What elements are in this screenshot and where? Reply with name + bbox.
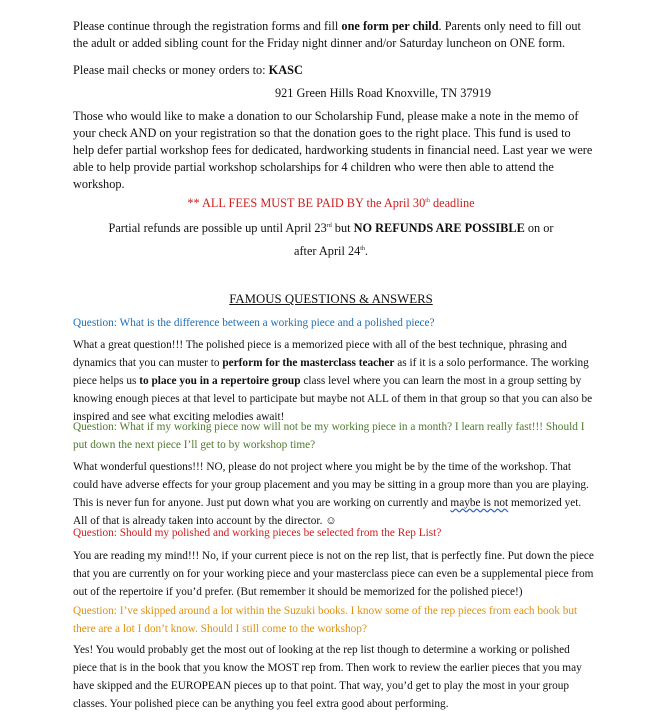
- answer-3: You are reading my mind!!! No, if your current piece is not on the rep list, that is perfectly fine. Put down the piece that you are currently on for your working piece and your masterclass piece can even be a supplemental piece from out of the repertoire if you’d prefer. (But remember it should be memorized for the polished piece!): [73, 550, 594, 598]
- answer-1: [73, 336, 595, 426]
- one-form-per-child: one form per child: [341, 19, 439, 33]
- refund-date: after April 24: [294, 244, 361, 258]
- answer-2: [73, 458, 595, 530]
- answer-1-text-2: as if it is a solo performance. The working piece helps us: [73, 357, 589, 387]
- answer-4: Yes! You would probably get the most out of looking at the rep list though to determine a working or polished piece that is in the book that you know the MOST rep from. Then work to review the earlier pieces that you may have skipped and the EUROPEAN pieces up to that point. That way, you’d get to play the most in your group classes. Your polished piece can be anything you feel extra good about performing.: [73, 644, 582, 710]
- answer-1-text: What a great question!!! The polished piece is a memorized piece with all of the best technique, phrasing and dynamics that you can muster to: [73, 339, 567, 369]
- mailing-address: 921 Green Hills Road Knoxville, TN 37919: [275, 86, 491, 100]
- fees-text-end: deadline: [429, 196, 475, 210]
- refund-sup2: th: [360, 245, 365, 252]
- question-3: Question: Should my polished and working pieces be selected from the Rep List?: [73, 527, 442, 539]
- refund-period: .: [364, 244, 368, 258]
- org-name: KASC: [268, 63, 303, 77]
- fees-deadline: [0, 196, 662, 211]
- refund-text: Partial refunds are possible up until April 23: [108, 221, 327, 235]
- mail-instructions: [73, 62, 593, 79]
- answer-1-bold-1: perform for the masterclass teacher: [222, 357, 395, 369]
- donation-paragraph: Those who would like to make a donation to our Scholarship Fund, please make a note in the memo of your check AND on your registration so that the donation goes to the right place. This fund is used to help defer partial workshop fees for dedicated, hardworking students in financial need. Last year we were able to help provide partial workshop scholarships for 4 children who were then able to attend the workshop.: [73, 109, 593, 191]
- faq-heading: FAMOUS QUESTIONS & ANSWERS: [229, 292, 433, 306]
- answer-2-flagged: maybe is not: [450, 497, 509, 509]
- registration-text-cont: . Parents only need to fill out the adult or added sibling count for the Friday night dinner and/or Saturday luncheon on ONE form.: [73, 19, 581, 50]
- answer-1-bold-2: to place you in a repertoire group: [139, 375, 301, 387]
- refund-sup1: rd: [326, 222, 332, 229]
- refund-policy-cont: [0, 244, 662, 259]
- question-2: Question: What if my working piece now will not be my working piece in a month? I learn really fast!!! Should I put down the next piece I’ll get to by workshop time?: [73, 421, 585, 451]
- refund-but: but: [331, 221, 354, 235]
- no-refunds: NO REFUNDS ARE POSSIBLE: [353, 221, 525, 235]
- refund-on-or: on or: [524, 221, 554, 235]
- fees-sup: th: [425, 197, 430, 204]
- answer-2-text: What wonderful questions!!! NO, please do not project where you might be by the time of the workshop. That could have adverse effects for your group placement and you may be sitting in a group more than you are playing. This is never fun for anyone. Just put down what you are working on currently and: [73, 461, 589, 509]
- registration-instructions: [73, 18, 593, 52]
- fees-text: ** ALL FEES MUST BE PAID BY the April 30: [187, 196, 426, 210]
- answer-2-text-2: memorized yet. All of that is already taken into account by the director. ☺: [73, 497, 582, 527]
- question-1: Question: What is the difference between a working piece and a polished piece?: [73, 317, 435, 329]
- registration-text: Please continue through the registration forms and fill: [73, 19, 342, 33]
- mail-label: Please mail checks or money orders to:: [73, 63, 269, 77]
- answer-1-text-3: class level where you can learn the most in a group setting by knowing enough pieces at that level to participate but maybe not ALL of them in that group so that you can also be inspired and see what exciting melodies await!: [73, 375, 593, 423]
- question-4: Question: I’ve skipped around a lot within the Suzuki books. I know some of the rep pieces from each book but there are a lot I don’t know. Should I still come to the workshop?: [73, 605, 578, 635]
- refund-policy: [0, 221, 662, 236]
